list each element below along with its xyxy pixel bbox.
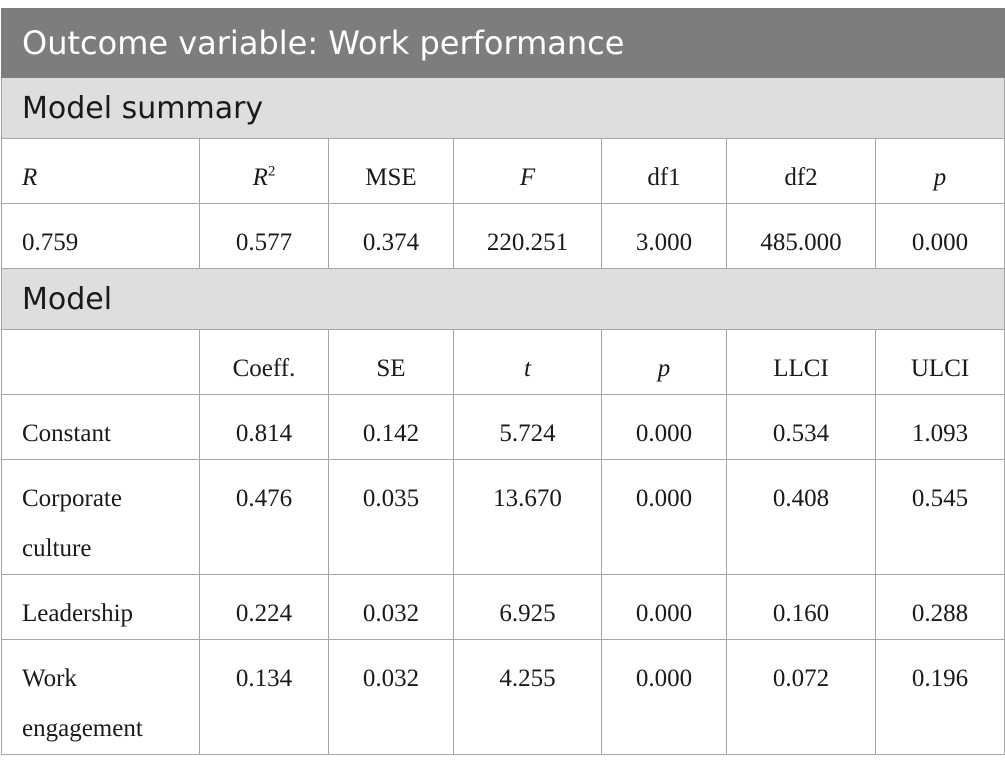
header-df1: df1: [602, 139, 727, 204]
row-llci: 0.160: [727, 575, 876, 640]
model-summary-header-row: [2, 78, 1005, 139]
header-coeff: Coeff.: [200, 330, 329, 395]
header-p: p: [876, 139, 1005, 204]
row-p: 0.000: [602, 640, 727, 755]
row-ulci: 0.288: [876, 575, 1005, 640]
header-ulci: ULCI: [876, 330, 1005, 395]
value-p: 0.000: [876, 204, 1005, 269]
row-se: 0.032: [329, 575, 454, 640]
row-label: Work engagement: [2, 640, 200, 755]
header-llci: LLCI: [727, 330, 876, 395]
table-row: [2, 460, 1005, 575]
row-coeff: 0.814: [200, 395, 329, 460]
model-summary-label: Model summary: [2, 78, 1005, 139]
row-p: 0.000: [602, 575, 727, 640]
header-r-squared-exponent: 2: [267, 163, 276, 180]
row-se: 0.035: [329, 460, 454, 575]
row-t: 5.724: [454, 395, 602, 460]
row-label: Leadership: [2, 575, 200, 640]
model-column-header-row: [2, 330, 1005, 395]
header-empty: [2, 330, 200, 395]
header-model-p: p: [602, 330, 727, 395]
row-coeff: 0.134: [200, 640, 329, 755]
row-coeff: 0.476: [200, 460, 329, 575]
value-mse: 0.374: [329, 204, 454, 269]
row-t: 13.670: [454, 460, 602, 575]
table-row: [2, 575, 1005, 640]
summary-header-row: [2, 139, 1005, 204]
row-llci: 0.072: [727, 640, 876, 755]
regression-table: [1, 8, 1005, 755]
row-coeff: 0.224: [200, 575, 329, 640]
row-ulci: 1.093: [876, 395, 1005, 460]
row-ulci: 0.545: [876, 460, 1005, 575]
row-llci: 0.408: [727, 460, 876, 575]
header-df2: df2: [727, 139, 876, 204]
value-r: 0.759: [2, 204, 200, 269]
header-r-squared: [200, 139, 329, 204]
title-row: [2, 9, 1005, 78]
value-df2: 485.000: [727, 204, 876, 269]
header-mse: MSE: [329, 139, 454, 204]
row-p: 0.000: [602, 395, 727, 460]
header-f: F: [454, 139, 602, 204]
table-title: Outcome variable: Work performance: [2, 9, 1005, 78]
value-df1: 3.000: [602, 204, 727, 269]
row-se: 0.142: [329, 395, 454, 460]
row-se: 0.032: [329, 640, 454, 755]
value-f: 220.251: [454, 204, 602, 269]
model-label: Model: [2, 269, 1005, 330]
header-se: SE: [329, 330, 454, 395]
model-header-row: [2, 269, 1005, 330]
header-r: R: [2, 139, 200, 204]
row-t: 4.255: [454, 640, 602, 755]
row-p: 0.000: [602, 460, 727, 575]
table-row: [2, 395, 1005, 460]
row-llci: 0.534: [727, 395, 876, 460]
table-row: [2, 640, 1005, 755]
header-t: t: [454, 330, 602, 395]
row-t: 6.925: [454, 575, 602, 640]
row-ulci: 0.196: [876, 640, 1005, 755]
row-label: Corporate culture: [2, 460, 200, 575]
value-r-squared: 0.577: [200, 204, 329, 269]
summary-values-row: [2, 204, 1005, 269]
row-label: Constant: [2, 395, 200, 460]
header-r-squared-base: R: [252, 164, 268, 191]
